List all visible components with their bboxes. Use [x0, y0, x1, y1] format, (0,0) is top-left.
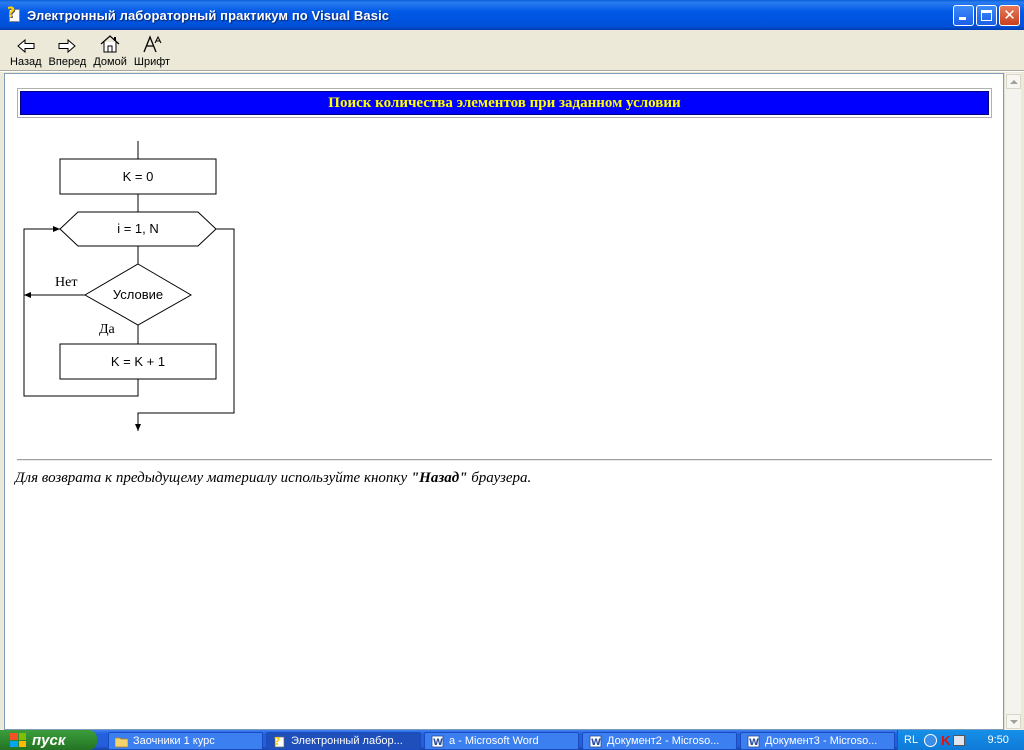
close-icon: ✕	[1003, 6, 1016, 24]
font-button[interactable]	[132, 30, 172, 68]
svg-text:?: ?	[274, 734, 281, 748]
back-label: Назад	[10, 56, 42, 68]
heading-frame	[17, 88, 992, 118]
arrow-right-icon	[57, 38, 77, 54]
antivirus-icon[interactable]: K	[941, 732, 951, 748]
taskbar-item[interactable]	[108, 732, 263, 750]
svg-text:W: W	[749, 737, 759, 748]
maximize-button[interactable]	[976, 5, 997, 26]
page-heading: Поиск количества элементов при заданном условии	[20, 91, 989, 115]
close-button[interactable]	[999, 5, 1020, 26]
chevron-down-icon	[1010, 720, 1018, 724]
no-label: Нет	[55, 275, 78, 290]
taskbar-item[interactable]	[266, 732, 421, 750]
system-tray	[897, 730, 1024, 750]
init-label: K = 0	[122, 169, 154, 184]
maximize-icon	[981, 10, 992, 21]
home-icon	[99, 34, 121, 54]
taskbar-item-label: Электронный лабор...	[291, 735, 403, 747]
minimize-button[interactable]	[953, 5, 974, 26]
show-hidden-icons-icon[interactable]	[924, 734, 937, 747]
back-button[interactable]	[8, 30, 44, 68]
scroll-up-button[interactable]	[1006, 74, 1021, 89]
start-button[interactable]	[0, 730, 97, 750]
network-icon[interactable]	[953, 735, 965, 746]
title-bar[interactable]	[0, 0, 1024, 30]
clock: 9:50	[987, 734, 1009, 746]
action-label: K = K + 1	[110, 354, 166, 369]
horizontal-rule	[17, 459, 992, 461]
taskbar-item[interactable]	[582, 732, 737, 750]
yes-label: Да	[99, 322, 115, 337]
word-icon	[589, 735, 602, 748]
language-indicator[interactable]: RL	[904, 734, 919, 746]
windows-logo-icon	[10, 733, 26, 747]
condition-label: Условие	[112, 287, 164, 302]
forward-button[interactable]	[47, 30, 89, 68]
toolbar	[0, 30, 1024, 70]
footer-note-text: Для возврата к предыдущему материалу используйте кнопку	[15, 470, 411, 486]
help-icon	[273, 735, 286, 748]
folder-icon	[115, 735, 128, 748]
home-button[interactable]	[91, 30, 129, 68]
loop-exit-line	[138, 229, 234, 431]
vertical-scrollbar[interactable]	[1004, 73, 1021, 730]
help-file-icon: ?	[7, 7, 23, 23]
minimize-icon	[959, 17, 966, 20]
svg-text:W: W	[433, 737, 443, 748]
home-label: Домой	[93, 56, 127, 68]
footer-note	[15, 470, 531, 487]
taskbar-item[interactable]	[740, 732, 895, 750]
loop-label: i = 1, N	[117, 221, 159, 236]
taskbar-item-label: Документ2 - Microso...	[607, 735, 720, 747]
toolbar-divider	[0, 70, 1024, 72]
footer-note-text-end: браузера.	[467, 470, 532, 486]
font-label: Шрифт	[133, 56, 171, 68]
content-pane[interactable]	[4, 73, 1004, 730]
word-icon	[747, 735, 760, 748]
window-title: Электронный лабораторный практикум по Visual Basic	[27, 7, 390, 23]
chevron-up-icon	[1010, 80, 1018, 84]
footer-note-button-name: "Назад"	[410, 470, 468, 486]
taskbar-item-label: Заочники 1 курс	[133, 735, 215, 747]
taskbar-item-label: a - Microsoft Word	[449, 735, 539, 747]
word-icon	[431, 735, 444, 748]
taskbar	[0, 730, 1024, 750]
forward-label: Вперед	[48, 56, 87, 68]
taskbar-item-label: Документ3 - Microso...	[765, 735, 878, 747]
taskbar-item[interactable]	[424, 732, 579, 750]
arrow-left-icon	[16, 38, 36, 54]
start-label: пуск	[32, 731, 66, 749]
flowchart	[5, 134, 265, 444]
font-size-icon	[141, 34, 163, 54]
scroll-down-button[interactable]	[1006, 714, 1021, 729]
svg-text:W: W	[591, 737, 601, 748]
